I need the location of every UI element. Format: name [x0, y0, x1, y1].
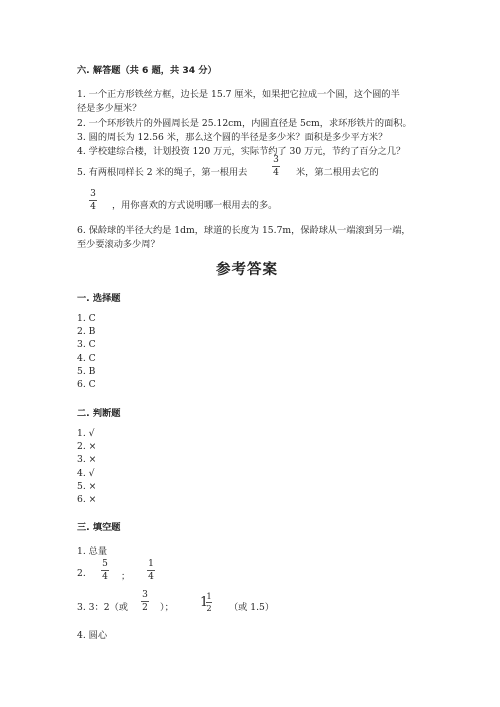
fraction-bar — [147, 570, 155, 571]
section-heading: 六. 解答题（共 6 题，共 34 分） — [77, 65, 217, 76]
fraction — [89, 189, 97, 212]
question-2: 2. 一个环形铁片的外圆周长是 25.12cm，内圆直径是 5cm，求环形铁片的面积。 — [77, 118, 412, 129]
page-title: 参考答案 — [216, 262, 278, 278]
fraction-numerator: 1 — [206, 592, 212, 601]
fraction-numerator: 3 — [90, 189, 96, 199]
fraction-denominator: 2 — [206, 604, 212, 613]
fraction-bar — [141, 601, 149, 602]
answer-item: 1. √ — [77, 428, 95, 439]
answer-item: 4. C — [77, 352, 96, 364]
fraction-numerator: 5 — [102, 559, 108, 569]
fraction-bar — [206, 602, 212, 603]
fraction-numerator: 3 — [273, 155, 279, 165]
fraction-denominator: 4 — [102, 572, 108, 582]
question-5-end: ，用你喜欢的方式说明哪一根用去的多。 — [112, 200, 278, 211]
fraction-denominator: 4 — [90, 202, 96, 212]
mixed-number-whole: 1 — [200, 595, 209, 610]
fraction-denominator: 2 — [142, 603, 148, 613]
answer-item: 2. B — [77, 326, 96, 338]
answer-item-end: （或 1.5） — [229, 602, 275, 613]
question-5-middle: 米，第二根用去它的 — [296, 167, 379, 178]
fraction — [206, 592, 212, 613]
question-6-line-1: 6. 保龄球的半径大约是 1dm，球道的长度为 15.7m，保龄球从一端滚到另一端， — [77, 225, 411, 236]
question-4: 4. 学校建综合楼，计划投资 120 万元，实际节约了 30 万元，节约了百分之几？ — [77, 146, 406, 157]
answer-section-heading: 二. 判断题 — [77, 408, 121, 419]
answer-item: 3. × — [77, 454, 97, 466]
fraction — [101, 559, 109, 582]
answer-item-label: 2. — [77, 568, 86, 579]
answer-item: 3. C — [77, 339, 96, 351]
answer-item: 5. × — [77, 480, 97, 492]
fraction-denominator: 4 — [273, 168, 279, 178]
question-3: 3. 圆的周长为 12.56 米，那么这个圆的半径是多少米？面积是多少平方米？ — [77, 132, 388, 143]
answer-item: 1. C — [77, 313, 96, 324]
answer-section-heading: 三. 填空题 — [77, 522, 121, 533]
fraction — [147, 559, 155, 582]
fraction — [141, 590, 149, 613]
question-6-line-2: 至少要滚动多少周？ — [77, 239, 160, 250]
fraction — [272, 155, 280, 178]
fraction-numerator: 3 — [142, 590, 148, 600]
answer-item: 4. √ — [77, 467, 95, 479]
answer-item: 6. × — [77, 494, 97, 505]
fraction-bar — [101, 570, 109, 571]
fraction-denominator: 4 — [148, 572, 154, 582]
answer-item: 6. C — [77, 379, 96, 390]
question-5-start: 5. 有两根同样长 2 米的绳子，第一根用去 — [77, 167, 248, 178]
answer-item: 1. 总量 — [77, 546, 108, 557]
question-1-line-1: 1. 一个正方形铁丝方框，边长是 15.7 厘米，如果把它拉成一个圆，这个圆的半 — [77, 89, 400, 100]
answer-item: 5. B — [77, 365, 96, 377]
answer-separator: ； — [121, 571, 131, 582]
answer-separator: ）； — [160, 602, 174, 613]
fraction-bar — [89, 200, 97, 201]
question-1-line-2: 径是多少厘米？ — [77, 103, 142, 114]
answer-item-start: 3. 3：2（或 — [77, 602, 128, 613]
fraction-bar — [272, 166, 280, 167]
fraction-numerator: 1 — [148, 559, 154, 569]
answer-item: 2. × — [77, 441, 97, 453]
answer-section-heading: 一. 选择题 — [77, 293, 121, 304]
answer-item: 4. 圆心 — [77, 630, 108, 641]
